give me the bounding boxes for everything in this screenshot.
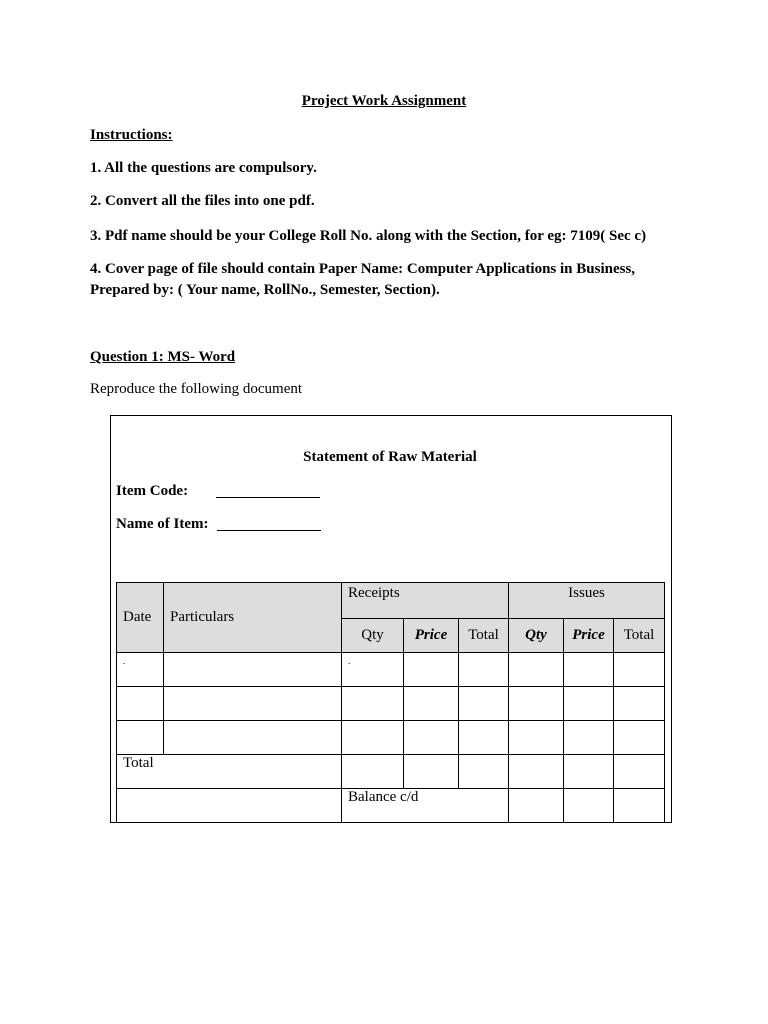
- name-of-item-blank: [217, 530, 321, 531]
- table-cell: [342, 755, 404, 789]
- table-cell: [117, 789, 342, 823]
- table-cell: [342, 721, 404, 755]
- balance-row: [117, 789, 665, 823]
- receipts-qty-header: Qty: [342, 619, 404, 653]
- total-row: [117, 755, 665, 789]
- table-cell: [564, 653, 614, 687]
- table-cell: [117, 721, 164, 755]
- question-1-prompt: Reproduce the following document: [90, 381, 303, 397]
- table-cell: [164, 653, 342, 687]
- table-cell: [509, 755, 564, 789]
- issues-header: Issues: [509, 583, 665, 619]
- table-cell: [404, 653, 459, 687]
- question-1-heading: Question 1: MS- Word: [90, 349, 236, 365]
- table-cell: [404, 755, 459, 789]
- issues-price-header: Price: [564, 619, 614, 653]
- table-cell: [509, 721, 564, 755]
- table-cell: [614, 721, 665, 755]
- table-cell: [509, 653, 564, 687]
- instruction-3: 3. Pdf name should be your College Roll No. along with the Section, for eg: 7109( Sec c): [90, 228, 647, 244]
- instruction-2: 2. Convert all the files into one pdf.: [90, 193, 315, 209]
- table-cell: [404, 721, 459, 755]
- table-cell: [509, 789, 564, 823]
- table-cell: [614, 687, 665, 721]
- table-cell: [564, 755, 614, 789]
- date-header: Date: [117, 583, 164, 653]
- total-row-label: Total: [117, 755, 342, 789]
- raw-material-table: [116, 582, 665, 823]
- table-cell: [614, 789, 665, 823]
- table-cell: [459, 721, 509, 755]
- particulars-header: Particulars: [164, 583, 342, 653]
- row-mark: .: [117, 653, 164, 687]
- table-cell: [564, 721, 614, 755]
- table-cell: [117, 687, 164, 721]
- table-cell: [614, 653, 665, 687]
- page-title: Project Work Assignment: [301, 93, 467, 109]
- name-of-item-label: Name of Item:: [116, 516, 209, 532]
- row-mark: .: [342, 653, 404, 687]
- table-cell: [164, 721, 342, 755]
- instruction-4: 4. Cover page of file should contain Paper Name: Computer Applications in Business,: [90, 261, 636, 277]
- table-cell: [342, 687, 404, 721]
- item-code-label: Item Code:: [116, 483, 189, 499]
- receipts-header: Receipts: [342, 583, 509, 619]
- item-code-blank: [216, 497, 320, 498]
- table-cell: [614, 755, 665, 789]
- table-cell: [459, 687, 509, 721]
- instruction-1: 1. All the questions are compulsory.: [90, 160, 317, 176]
- issues-total-header: Total: [614, 619, 665, 653]
- table-cell: [564, 789, 614, 823]
- table-cell: [404, 687, 459, 721]
- instructions-heading: Instructions:: [90, 127, 173, 143]
- statement-title: Statement of Raw Material: [303, 449, 477, 465]
- issues-qty-header: Qty: [509, 619, 564, 653]
- receipts-total-header: Total: [459, 619, 509, 653]
- table-cell: [164, 687, 342, 721]
- table-cell: [509, 687, 564, 721]
- table-row: [117, 653, 665, 687]
- table-cell: [564, 687, 614, 721]
- table-row: [117, 721, 665, 755]
- table-cell: [459, 755, 509, 789]
- instruction-4-continued: Prepared by: ( Your name, RollNo., Semester, Section).: [90, 282, 440, 298]
- header-row-1: [117, 583, 665, 619]
- table-cell: [459, 653, 509, 687]
- table-row: [117, 687, 665, 721]
- balance-label: Balance c/d: [342, 789, 509, 823]
- receipts-price-header: Price: [404, 619, 459, 653]
